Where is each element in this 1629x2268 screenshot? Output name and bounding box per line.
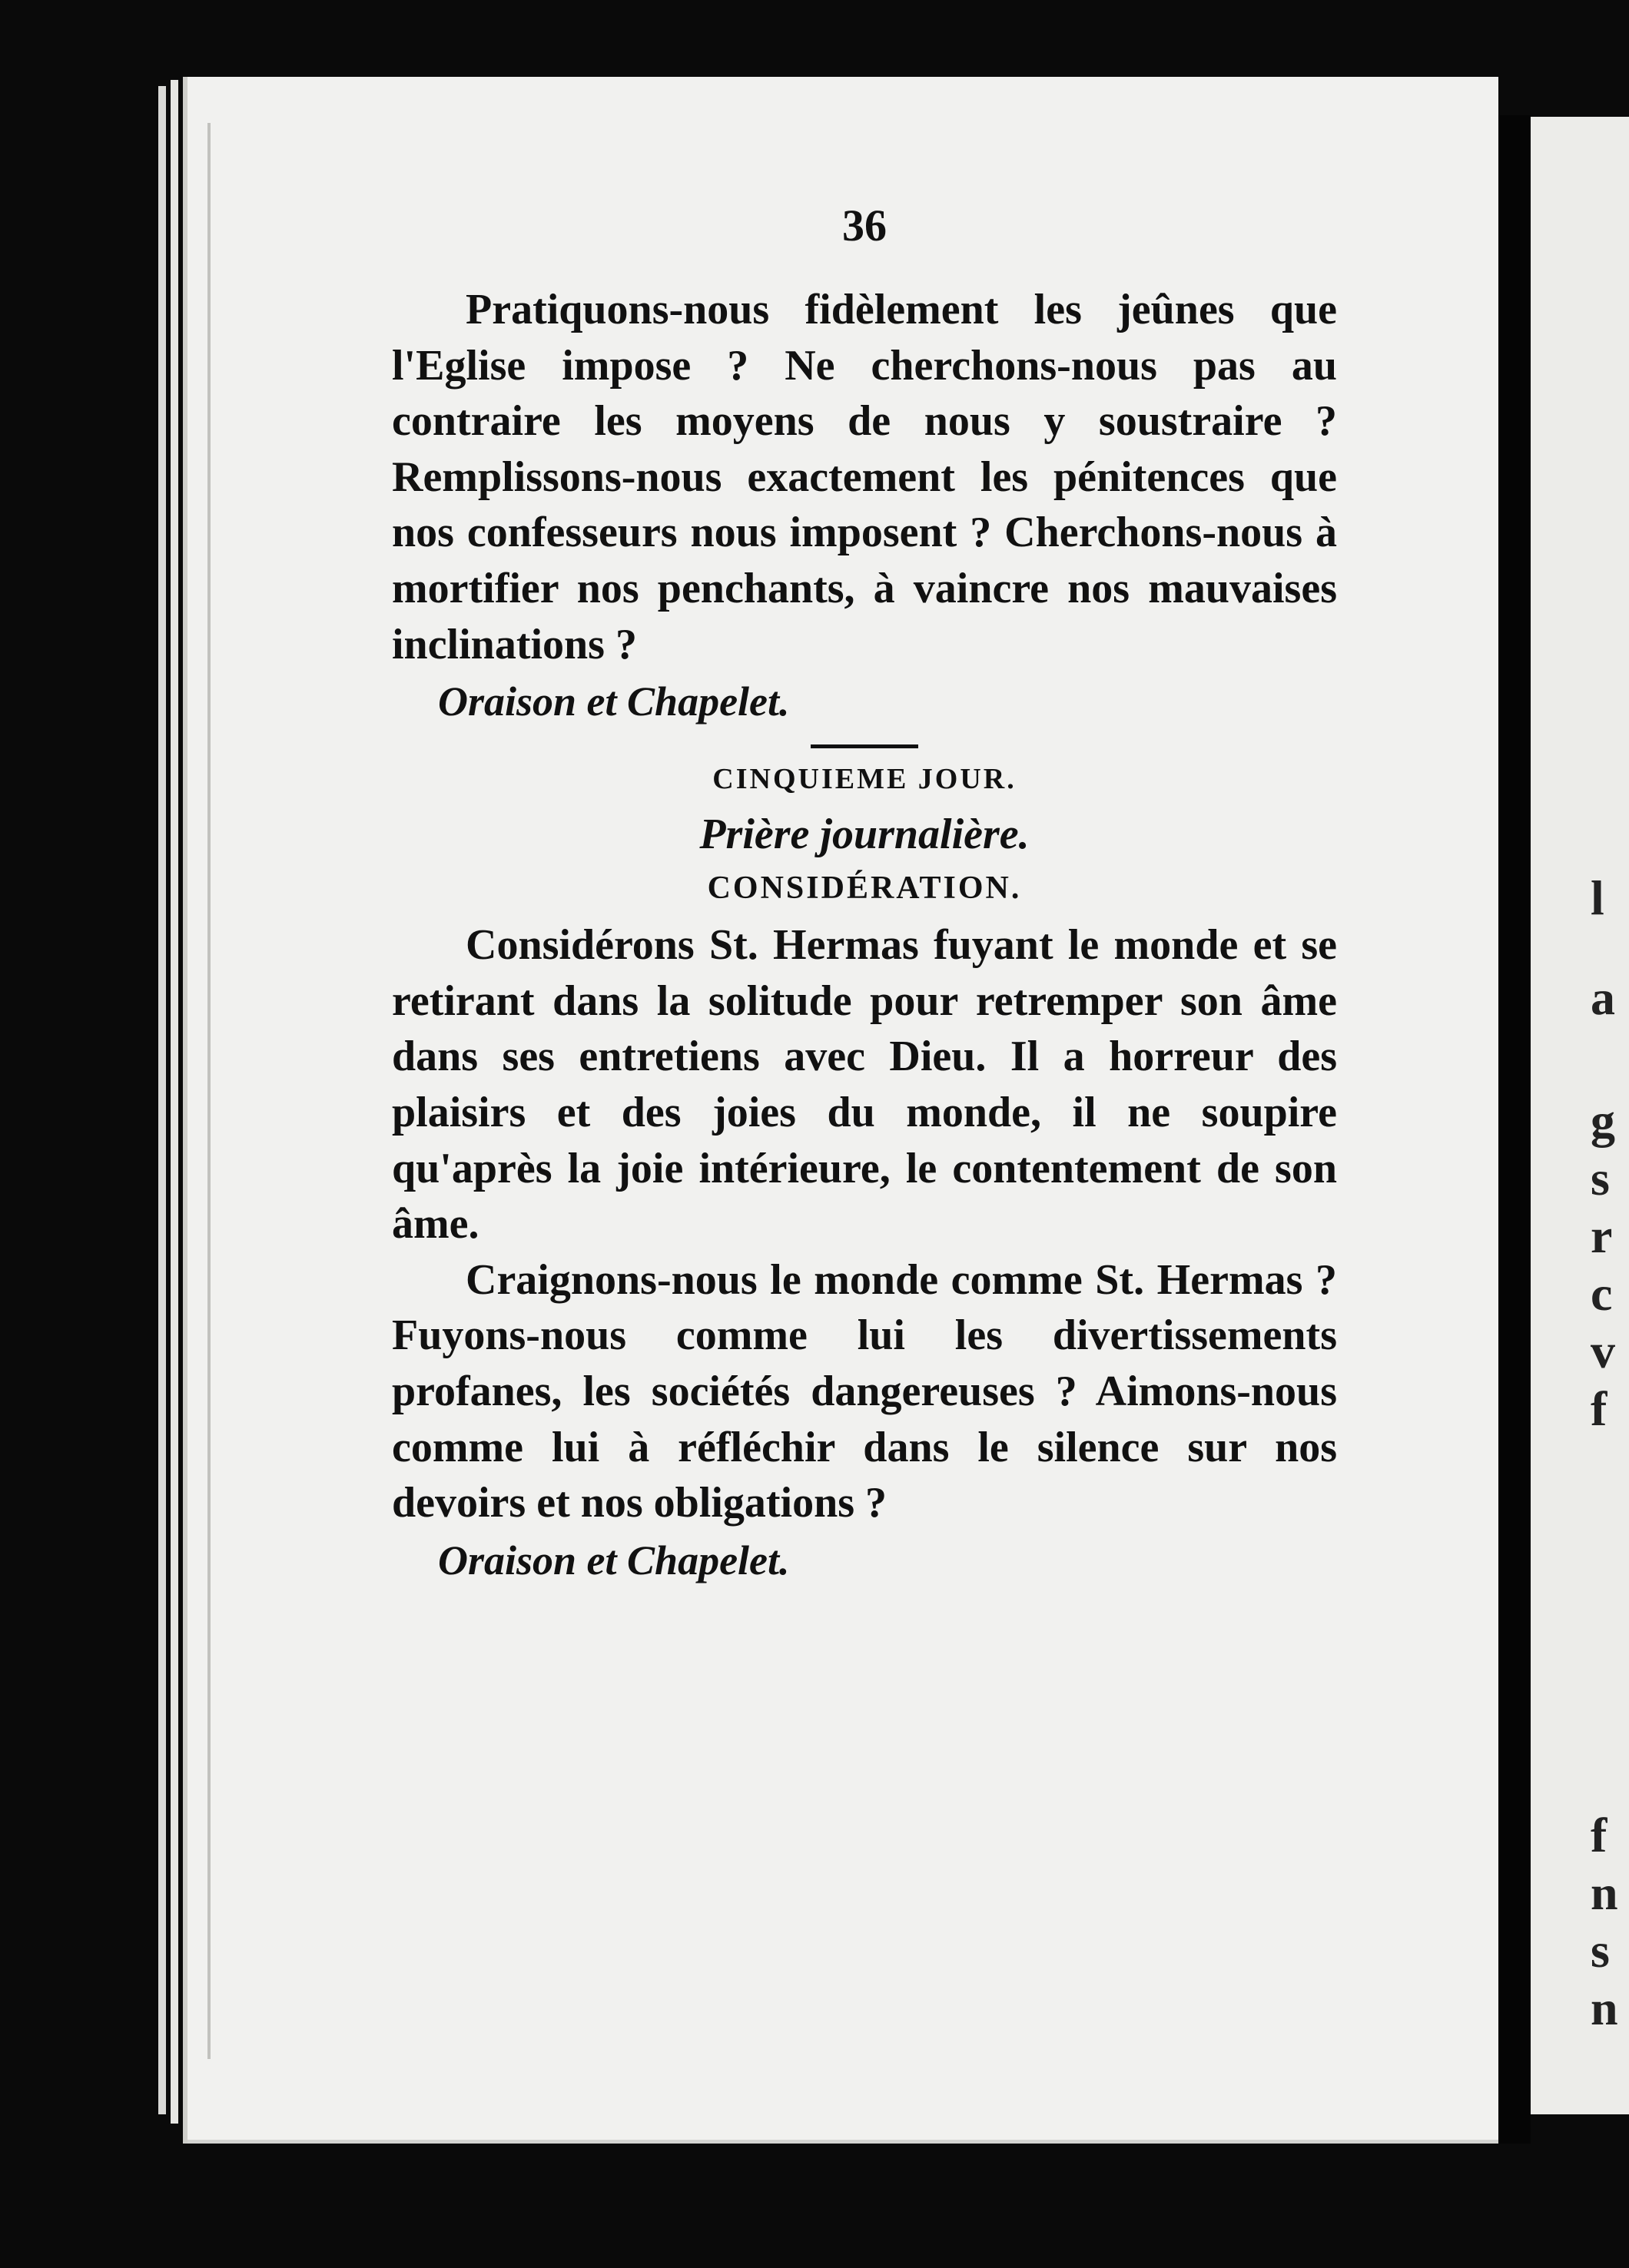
closing-line: Oraison et Chapelet. [438,1537,790,1583]
facing-page [1531,117,1629,2114]
prayer-heading: Prière journalière. [699,811,1030,859]
facing-page-letter: s [1591,1923,1610,1978]
facing-page-letter: s [1591,1151,1610,1205]
page-edge [158,86,166,2114]
facing-page-letter: g [1591,1093,1615,1148]
facing-page-letter: n [1591,1981,1618,2035]
facing-page-letter: r [1591,1209,1613,1263]
facing-page-letter: a [1591,970,1615,1025]
page-fold-line [207,123,211,2059]
body-paragraph: Craignons-nous le monde comme St. Hermas ? Fuyons-nous comme lui les divertissements profanes, les sociétés dangereuses ? Aimons-nous comme lui à réfléchir dans le silence sur nos devoirs et nos obligations ? [392,1255,1337,1527]
facing-page-letter: f [1591,1808,1607,1862]
closing-line: Oraison et Chapelet. [438,678,790,725]
page-edge [171,80,178,2124]
page-content [392,200,1337,1588]
section-heading: CONSIDÉRATION. [707,870,1022,907]
facing-page-letter: n [1591,1865,1618,1920]
facing-page-letter: f [1591,1381,1607,1436]
body-paragraph: Pratiquons-nous fidèlement les jeûnes que l'Eglise impose ? Ne cherchons-nous pas au contraire les moyens de nous y soustraire ? Remplissons-nous exactement les pénitences que nos confesseurs nous imposent ? Cherchons-nous à mortifier nos penchants, à vaincre nos mauvaises inclinations ? [392,286,1337,668]
section-divider [811,744,918,748]
body-paragraph: Considérons St. Hermas fuyant le monde et se retirant dans la solitude pour retremper son âme dans ses entretiens avec Dieu. Il a horreur des plaisirs et des joies du monde, il ne soupire qu'après la joie intérieure, le contentement de son âme. [392,921,1337,1248]
facing-page-letter: c [1591,1266,1613,1321]
day-heading: CINQUIEME JOUR. [712,763,1017,796]
page-number: 36 [842,201,887,250]
book-gutter [1498,115,1531,2144]
facing-page-letter: v [1591,1324,1615,1378]
facing-page-letter: l [1591,870,1604,925]
